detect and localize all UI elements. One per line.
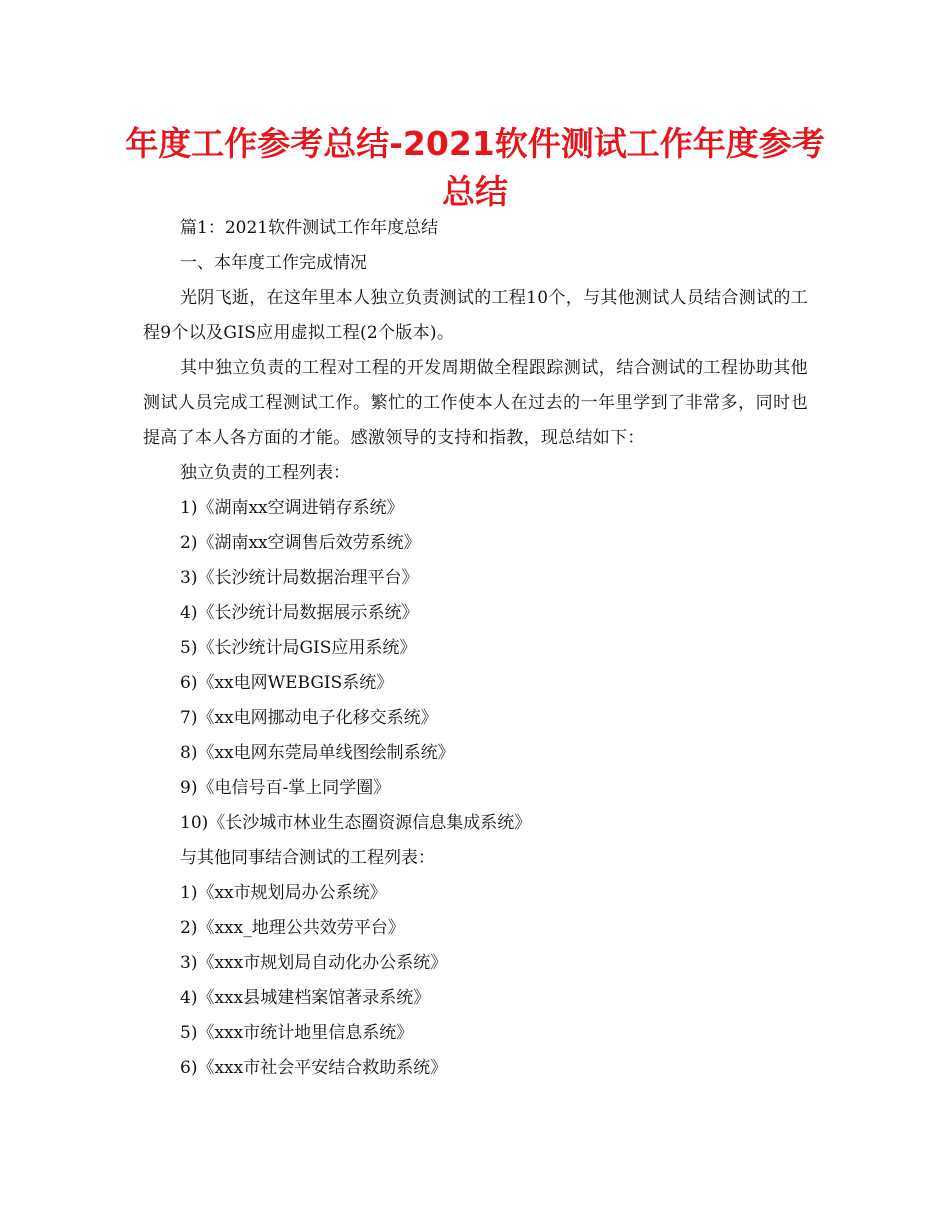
list-item: 1)《湖南xx空调进销存系统》 (180, 498, 404, 518)
section-heading: 一、本年度工作完成情况 (180, 253, 367, 273)
list-item: 10)《长沙城市林业生态圈资源信息集成系统》 (180, 813, 532, 833)
independent-projects-heading: 独立负责的工程列表： (180, 463, 350, 483)
list-item: 4)《长沙统计局数据展示系统》 (180, 603, 419, 623)
joint-projects-list (143, 876, 808, 1086)
list-item: 3)《xxx市规划局自动化办公系统》 (180, 953, 448, 973)
part-heading: 篇1：2021软件测试工作年度总结 (180, 218, 439, 238)
list-item: 5)《xxx市统计地里信息系统》 (180, 1023, 414, 1043)
list-item: 8)《xx电网东莞局单线图绘制系统》 (180, 743, 455, 763)
list-item: 4)《xxx县城建档案馆著录系统》 (180, 988, 431, 1008)
list-item: 6)《xx电网WEBGIS系统》 (180, 673, 394, 693)
list-item: 5)《长沙统计局GIS应用系统》 (180, 638, 417, 658)
list-item: 9)《电信号百-掌上同学圈》 (180, 778, 391, 798)
paragraph-2: 其中独立负责的工程对工程的开发周期做全程跟踪测试，结合测试的工程协助其他测试人员完成工程测试工作。繁忙的工作使本人在过去的一年里学到了非常多，同时也提高了本人各方面的才能。感激领导的支持和指教，现总结如下： (143, 358, 808, 448)
document-title: 年度工作参考总结-2021软件测试工作年度参考总结 (125, 124, 825, 211)
list-item: 2)《湖南xx空调售后效劳系统》 (180, 533, 421, 553)
joint-projects-heading: 与其他同事结合测试的工程列表： (180, 848, 435, 868)
list-item: 7)《xx电网挪动电子化移交系统》 (180, 708, 438, 728)
document-body (143, 211, 808, 1086)
list-item: 6)《xxx市社会平安结合救助系统》 (180, 1058, 448, 1078)
independent-projects-list (143, 491, 808, 841)
paragraph-1: 光阴飞逝，在这年里本人独立负责测试的工程10个，与其他测试人员结合测试的工程9个以及GIS应用虚拟工程(2个版本)。 (143, 288, 808, 343)
list-item: 2)《xxx_地理公共效劳平台》 (180, 918, 405, 938)
list-item: 1)《xx市规划局办公系统》 (180, 883, 387, 903)
list-item: 3)《长沙统计局数据治理平台》 (180, 568, 419, 588)
